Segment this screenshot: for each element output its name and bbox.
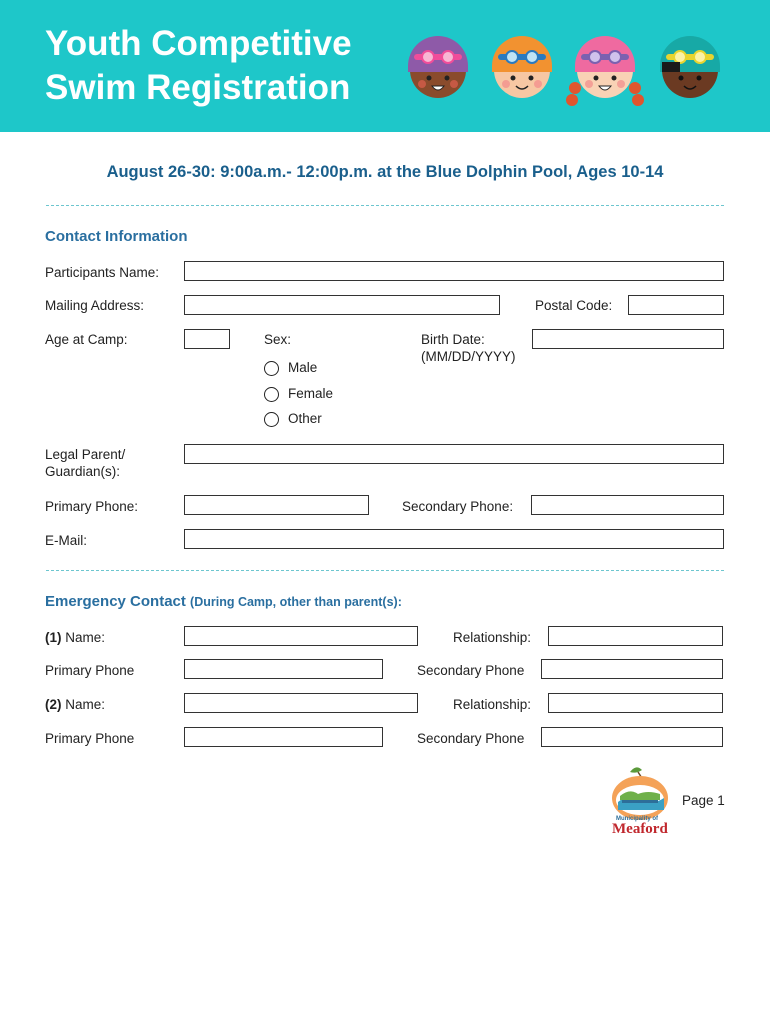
- emergency2-primary-phone-label: Primary Phone: [45, 731, 135, 746]
- birth-date-label: [421, 331, 516, 365]
- emergency2-name-text: Name:: [65, 697, 106, 712]
- logo-line2-text: Meaford: [612, 821, 668, 836]
- emergency2-secondary-phone-field[interactable]: [541, 727, 723, 747]
- email-label: E-Mail:: [45, 533, 88, 548]
- logo-line1-text: Municipality of: [616, 816, 658, 822]
- emergency2-primary-phone-field[interactable]: [184, 727, 383, 747]
- title-line-2: Swim Registration: [45, 68, 351, 107]
- emergency2-relationship-label: Relationship:: [453, 697, 532, 712]
- sex-option-other-label: Other: [288, 411, 322, 426]
- sex-radio-other[interactable]: [264, 412, 279, 427]
- event-subtitle: August 26-30: 9:00a.m.- 12:00p.m. at the Blue Dolphin Pool, Ages 10-14: [106, 163, 664, 181]
- guardian-field[interactable]: [184, 444, 724, 464]
- title-line-1: Youth Competitive: [45, 24, 352, 63]
- swimmer-kids-illustration: [400, 20, 730, 116]
- page-number: Page 1: [682, 793, 725, 808]
- participant-name-label: Participants Name:: [45, 265, 160, 280]
- emergency2-number: (2): [45, 697, 62, 712]
- primary-phone-field[interactable]: [184, 495, 369, 515]
- secondary-phone-field[interactable]: [531, 495, 724, 515]
- emergency1-name-text: Name:: [65, 630, 106, 645]
- page-title: [45, 22, 405, 110]
- email-field[interactable]: [184, 529, 724, 549]
- emergency-heading-text: Emergency Contact: [45, 593, 186, 610]
- emergency1-name-field[interactable]: [184, 626, 418, 646]
- secondary-phone-label: Secondary Phone:: [402, 499, 514, 514]
- birth-date-label-line2: (MM/DD/YYYY): [421, 349, 516, 364]
- birth-date-label-line1: Birth Date:: [421, 332, 485, 347]
- guardian-label-line2: Guardian(s):: [45, 464, 121, 479]
- sex-option-male-label: Male: [288, 360, 318, 375]
- emergency-heading-note: (During Camp, other than parent(s):: [190, 595, 402, 609]
- postal-code-label: Postal Code:: [535, 298, 613, 313]
- section-divider: [46, 570, 724, 571]
- emergency2-name-field[interactable]: [184, 693, 418, 713]
- emergency1-name-label: [45, 629, 105, 646]
- contact-info-heading: Contact Information: [45, 228, 188, 245]
- mailing-address-field[interactable]: [184, 295, 500, 315]
- emergency-contact-heading: [45, 593, 402, 610]
- kid-face-icon: [492, 36, 552, 98]
- section-divider: [46, 205, 724, 206]
- emergency1-primary-phone-field[interactable]: [184, 659, 383, 679]
- primary-phone-label: Primary Phone:: [45, 499, 139, 514]
- emergency1-number: (1): [45, 630, 62, 645]
- birth-date-field[interactable]: [532, 329, 724, 349]
- header-banner: [0, 0, 770, 132]
- sex-option-female-label: Female: [288, 386, 334, 401]
- age-at-camp-label: Age at Camp:: [45, 332, 128, 347]
- mailing-address-label: Mailing Address:: [45, 298, 145, 313]
- emergency1-secondary-phone-field[interactable]: [541, 659, 723, 679]
- kid-face-icon: [566, 36, 644, 106]
- emergency1-primary-phone-label: Primary Phone: [45, 663, 135, 678]
- guardian-label-line1: Legal Parent/: [45, 447, 126, 462]
- emergency1-relationship-label: Relationship:: [453, 630, 532, 645]
- sex-radio-male[interactable]: [264, 361, 279, 376]
- sex-radio-female[interactable]: [264, 387, 279, 402]
- kid-face-icon: [408, 36, 468, 98]
- guardian-label: [45, 446, 125, 480]
- emergency2-secondary-phone-label: Secondary Phone: [417, 731, 525, 746]
- kid-face-icon: [660, 36, 720, 98]
- emergency2-relationship-field[interactable]: [548, 693, 723, 713]
- sex-label: Sex:: [264, 332, 292, 347]
- emergency2-name-label: [45, 696, 105, 713]
- emergency1-secondary-phone-label: Secondary Phone: [417, 663, 525, 678]
- emergency1-relationship-field[interactable]: [548, 626, 723, 646]
- participant-name-field[interactable]: [184, 261, 724, 281]
- age-at-camp-field[interactable]: [184, 329, 230, 349]
- postal-code-field[interactable]: [628, 295, 724, 315]
